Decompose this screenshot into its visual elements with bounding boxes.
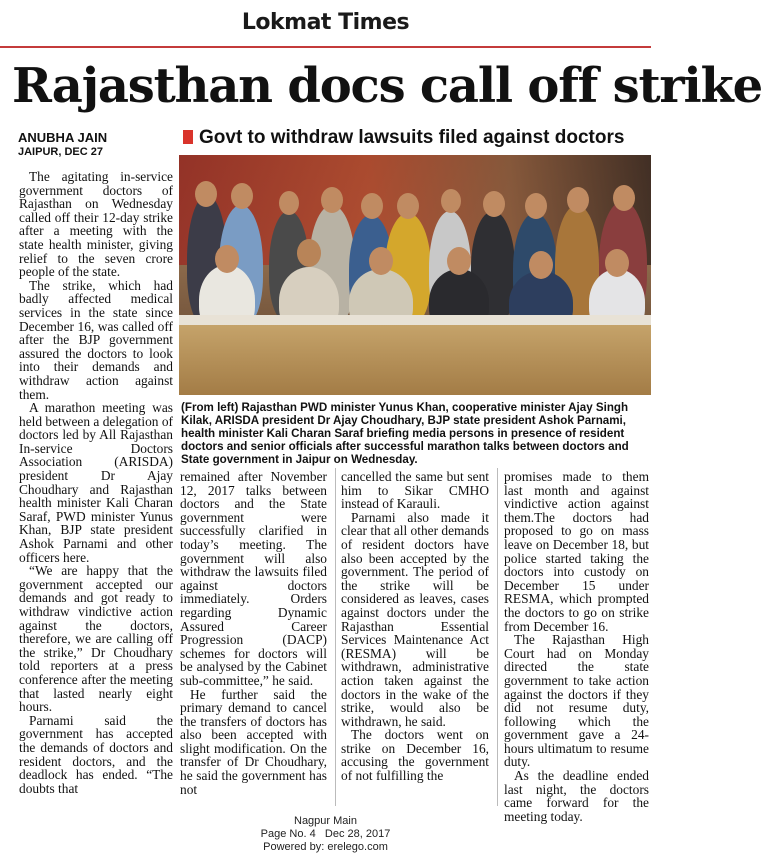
photo-face — [397, 193, 419, 219]
photo-face — [525, 193, 547, 219]
photo-face — [369, 247, 393, 275]
subhead — [183, 127, 624, 149]
byline-author: ANUBHA JAIN — [18, 130, 108, 145]
column-divider — [335, 468, 336, 806]
paragraph: He further said the primary demand to cancel the transfers of doctors has also been accepted with slight modification. On the transfer of Dr Choudhary, he said the government has not — [180, 686, 327, 797]
photo-face — [297, 239, 321, 267]
column-divider — [497, 468, 498, 806]
photo-face — [605, 249, 629, 277]
photo-face — [441, 189, 461, 213]
paragraph: The Rajasthan High Court had on Monday directed the state government to take action against the doctors if they did not resume duty, following which the government gave a 24-hours ultimatum to resume duty. — [504, 632, 649, 770]
paragraph: promises made to them last month and against vindictive action against them.The doctors had proposed to go on mass leave on December 18, but police started taking the doctors into custody on December 15 under RESMA, which prompted the doctors to go on strike from December 16. — [504, 469, 649, 634]
news-photo — [179, 155, 651, 395]
paragraph: “We are happy that the government accepted our demands and got ready to withdraw vindictive action against the doctors, therefore, we are calling off the strike,” Dr Choudhary told reporters at a press conference after the meeting that lasted nearly eight hours. — [19, 563, 173, 715]
paragraph: As the deadline ended last night, the doctors came forward for the meeting today. — [504, 768, 649, 824]
paragraph: remained after November 12, 2017 talks between doctors and the State government were successfully clarified in today’s meeting. The government will also withdraw the lawsuits filed against doctors immediately. Orders regarding Dynamic Assured Career Progression (DACP) schemes for doctors will be analysed by the Cabinet sub-committee,” he said. — [180, 469, 327, 688]
paragraph: Parnami said the government has accepted the demands of doctors and resident doctors, and the deadlock has ended. “The doubts that — [19, 712, 173, 796]
footer-page: Page No. 4 — [260, 828, 316, 840]
paragraph: The agitating in-service government doctors of Rajasthan on Wednesday called off their 12-day strike after a meeting with the state health minister, giving relief to the seven crore people of the state. — [19, 169, 173, 280]
paragraph: Parnami also made it clear that all other demands of resident doctors have also been accepted by the government. The period of the strike will be considered as leaves, cases against doctors under the Rajasthan Essential Services Maintenance Act (RESMA) will be withdrawn, administrative action taken against the doctors in the wake of the strike, would also be withdrawn, he said. — [341, 509, 489, 729]
paragraph: A marathon meeting was held between a delegation of doctors led by All Rajasthan In-service Doctors Association (ARISDA) president Dr Ajay Choudhary and Rajasthan health minister Kali Charan Saraf, PWD minister Yunus Khan, BJP state president Ashok Parnami and other officers here. — [19, 400, 173, 565]
masthead: Lokmat Times — [241, 10, 410, 35]
photo-face — [231, 183, 253, 209]
paragraph: The strike, which had badly affected medical services in the state since December 16, was called off after the BJP government assured the doctors to look into their demands and withdraw action against them. — [19, 277, 173, 402]
article-column-2 — [180, 470, 327, 796]
article-column-3 — [341, 470, 489, 783]
photo-face — [613, 185, 635, 211]
footer-page-date — [0, 828, 651, 841]
byline-dateline: JAIPUR, DEC 27 — [18, 146, 103, 158]
photo-face — [529, 251, 553, 279]
photo-face — [447, 247, 471, 275]
photo-face — [361, 193, 383, 219]
page-footer — [0, 815, 651, 854]
photo-face — [567, 187, 589, 213]
photo-face — [483, 191, 505, 217]
photo-caption: (From left) Rajasthan PWD minister Yunus Khan, cooperative minister Ajay Singh Kilak, ARISDA president Dr Ajay Choudhary, BJP state president Ashok Parnami, health minister Kali Charan Saraf briefing media persons in presence of resident doctors and senior officials after successful marathon talks between doctors and State government in Jaipur on Wednesday. — [181, 401, 629, 466]
photo-face — [195, 181, 217, 207]
photo-face — [279, 191, 299, 215]
headline: Rajasthan docs call off strike — [12, 58, 762, 114]
photo-table — [179, 325, 651, 395]
paragraph: The doctors went on strike on December 16, accusing the government of not fulfilling the — [341, 727, 489, 784]
photo-face — [215, 245, 239, 273]
article-column-1 — [19, 170, 173, 795]
subhead-text: Govt to withdraw lawsuits filed against doctors — [199, 127, 625, 148]
footer-date: Dec 28, 2017 — [324, 828, 391, 840]
article-column-4 — [504, 470, 649, 823]
footer-edition: Nagpur Main — [294, 815, 357, 827]
masthead-rule — [0, 46, 651, 48]
footer-powered: Powered by: erelego.com — [263, 841, 388, 853]
byline — [18, 130, 107, 160]
subhead-marker-icon — [183, 130, 193, 144]
paragraph: cancelled the same but sent him to Sikar CMHO instead of Karauli. — [341, 469, 489, 512]
photo-face — [321, 187, 343, 213]
